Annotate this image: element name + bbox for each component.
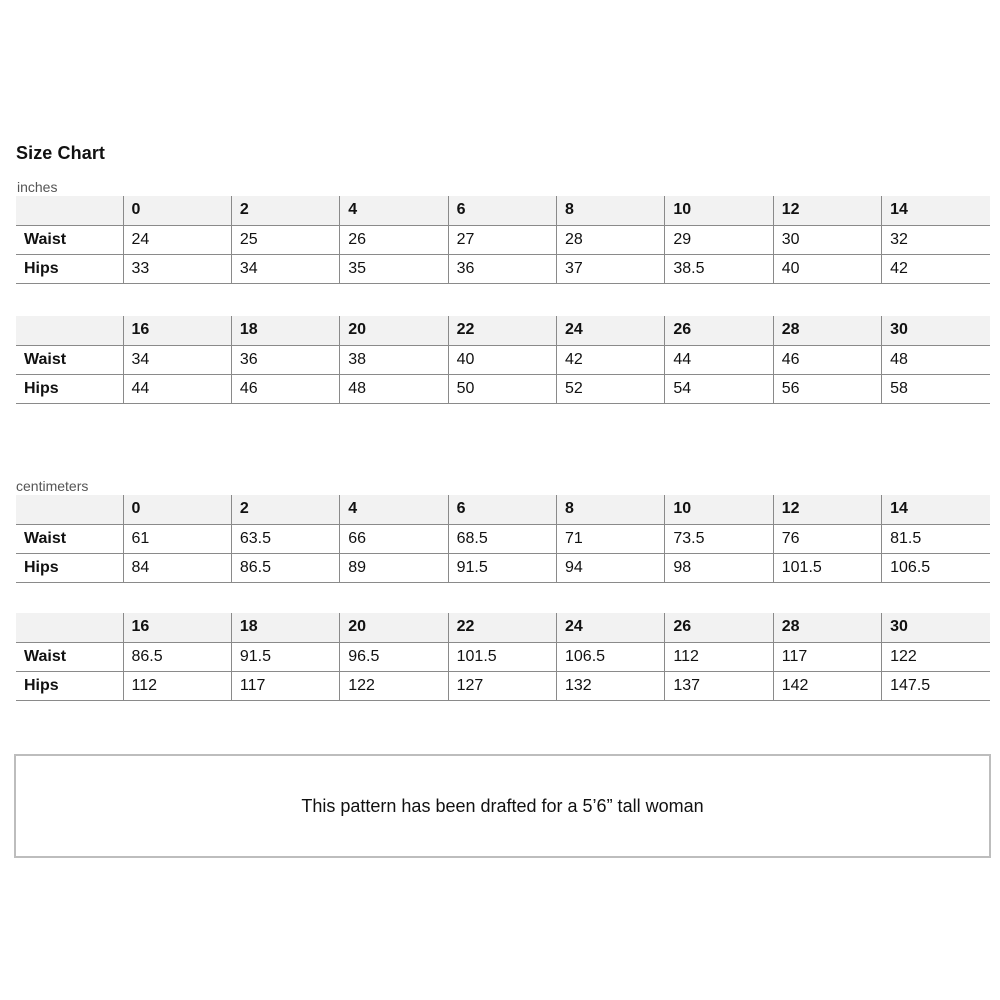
row-label-hips: Hips	[16, 374, 123, 403]
waist-value-cell: 30	[773, 225, 881, 254]
corner-cell	[16, 196, 123, 225]
size-header-cell: 28	[773, 613, 881, 642]
waist-value-cell: 112	[665, 642, 773, 671]
hips-value-cell: 56	[773, 374, 881, 403]
size-header-cell: 18	[231, 316, 339, 345]
hips-value-cell: 122	[340, 671, 448, 700]
waist-value-cell: 71	[557, 524, 665, 553]
size-header-cell: 30	[882, 316, 990, 345]
row-label-waist: Waist	[16, 524, 123, 553]
hips-value-cell: 33	[123, 254, 231, 283]
size-header-cell: 4	[340, 196, 448, 225]
waist-value-cell: 122	[882, 642, 990, 671]
waist-value-cell: 42	[557, 345, 665, 374]
size-header-cell: 26	[665, 613, 773, 642]
waist-value-cell: 63.5	[231, 524, 339, 553]
hips-value-cell: 127	[448, 671, 556, 700]
hips-value-cell: 50	[448, 374, 556, 403]
hips-value-cell: 112	[123, 671, 231, 700]
hips-value-cell: 44	[123, 374, 231, 403]
size-header-cell: 0	[123, 495, 231, 524]
waist-value-cell: 40	[448, 345, 556, 374]
size-header-row	[16, 316, 990, 345]
waist-value-cell: 106.5	[557, 642, 665, 671]
unit-label-inches: inches	[17, 179, 58, 195]
height-note-box	[14, 754, 991, 858]
waist-value-cell: 86.5	[123, 642, 231, 671]
size-table-inches-2	[16, 316, 990, 404]
waist-value-cell: 34	[123, 345, 231, 374]
waist-value-cell: 76	[773, 524, 881, 553]
size-header-cell: 2	[231, 495, 339, 524]
hips-value-cell: 132	[557, 671, 665, 700]
size-header-cell: 22	[448, 613, 556, 642]
size-header-cell: 14	[882, 495, 990, 524]
hips-value-cell: 94	[557, 553, 665, 582]
size-table-centimeters-2	[16, 613, 990, 701]
hips-value-cell: 106.5	[882, 553, 990, 582]
size-header-row	[16, 613, 990, 642]
hips-value-cell: 58	[882, 374, 990, 403]
hips-value-cell: 40	[773, 254, 881, 283]
table-row-waist	[16, 642, 990, 671]
hips-value-cell: 147.5	[882, 671, 990, 700]
table-row-hips	[16, 254, 990, 283]
waist-value-cell: 24	[123, 225, 231, 254]
size-header-cell: 8	[557, 495, 665, 524]
hips-value-cell: 137	[665, 671, 773, 700]
hips-value-cell: 117	[231, 671, 339, 700]
unit-label-centimeters: centimeters	[16, 478, 89, 494]
size-header-row	[16, 495, 990, 524]
hips-value-cell: 37	[557, 254, 665, 283]
waist-value-cell: 66	[340, 524, 448, 553]
size-header-cell: 10	[665, 196, 773, 225]
row-label-waist: Waist	[16, 225, 123, 254]
waist-value-cell: 26	[340, 225, 448, 254]
size-header-cell: 20	[340, 613, 448, 642]
table-row-waist	[16, 524, 990, 553]
height-note-text: This pattern has been drafted for a 5’6” tall woman	[301, 795, 704, 816]
hips-value-cell: 89	[340, 553, 448, 582]
waist-value-cell: 101.5	[448, 642, 556, 671]
waist-value-cell: 48	[882, 345, 990, 374]
waist-value-cell: 117	[773, 642, 881, 671]
waist-value-cell: 68.5	[448, 524, 556, 553]
size-header-cell: 6	[448, 196, 556, 225]
hips-value-cell: 42	[882, 254, 990, 283]
waist-value-cell: 96.5	[340, 642, 448, 671]
size-header-cell: 24	[557, 613, 665, 642]
waist-value-cell: 91.5	[231, 642, 339, 671]
size-header-cell: 18	[231, 613, 339, 642]
size-header-cell: 12	[773, 495, 881, 524]
page-title: Size Chart	[16, 143, 106, 163]
size-header-cell: 8	[557, 196, 665, 225]
size-header-cell: 14	[882, 196, 990, 225]
hips-value-cell: 52	[557, 374, 665, 403]
size-table-centimeters-1	[16, 495, 990, 583]
hips-value-cell: 48	[340, 374, 448, 403]
size-header-cell: 22	[448, 316, 556, 345]
table-row-waist	[16, 225, 990, 254]
size-header-cell: 24	[557, 316, 665, 345]
size-header-cell: 12	[773, 196, 881, 225]
hips-value-cell: 86.5	[231, 553, 339, 582]
size-header-cell: 30	[882, 613, 990, 642]
corner-cell	[16, 495, 123, 524]
size-header-cell: 20	[340, 316, 448, 345]
hips-value-cell: 34	[231, 254, 339, 283]
row-label-hips: Hips	[16, 553, 123, 582]
size-header-cell: 26	[665, 316, 773, 345]
row-label-hips: Hips	[16, 254, 123, 283]
waist-value-cell: 73.5	[665, 524, 773, 553]
hips-value-cell: 36	[448, 254, 556, 283]
hips-value-cell: 35	[340, 254, 448, 283]
table-row-waist	[16, 345, 990, 374]
size-header-cell: 0	[123, 196, 231, 225]
hips-value-cell: 98	[665, 553, 773, 582]
size-header-cell: 4	[340, 495, 448, 524]
waist-value-cell: 27	[448, 225, 556, 254]
waist-value-cell: 32	[882, 225, 990, 254]
hips-value-cell: 101.5	[773, 553, 881, 582]
row-label-waist: Waist	[16, 345, 123, 374]
corner-cell	[16, 316, 123, 345]
corner-cell	[16, 613, 123, 642]
hips-value-cell: 84	[123, 553, 231, 582]
waist-value-cell: 29	[665, 225, 773, 254]
size-header-cell: 16	[123, 613, 231, 642]
waist-value-cell: 44	[665, 345, 773, 374]
waist-value-cell: 25	[231, 225, 339, 254]
hips-value-cell: 46	[231, 374, 339, 403]
waist-value-cell: 61	[123, 524, 231, 553]
size-header-cell: 2	[231, 196, 339, 225]
table-row-hips	[16, 553, 990, 582]
waist-value-cell: 46	[773, 345, 881, 374]
size-header-cell: 28	[773, 316, 881, 345]
size-header-cell: 6	[448, 495, 556, 524]
size-table-inches-1	[16, 196, 990, 284]
size-header-row	[16, 196, 990, 225]
table-row-hips	[16, 374, 990, 403]
hips-value-cell: 142	[773, 671, 881, 700]
row-label-hips: Hips	[16, 671, 123, 700]
table-row-hips	[16, 671, 990, 700]
size-header-cell: 16	[123, 316, 231, 345]
size-header-cell: 10	[665, 495, 773, 524]
row-label-waist: Waist	[16, 642, 123, 671]
waist-value-cell: 36	[231, 345, 339, 374]
waist-value-cell: 81.5	[882, 524, 990, 553]
waist-value-cell: 28	[557, 225, 665, 254]
hips-value-cell: 38.5	[665, 254, 773, 283]
hips-value-cell: 54	[665, 374, 773, 403]
waist-value-cell: 38	[340, 345, 448, 374]
hips-value-cell: 91.5	[448, 553, 556, 582]
